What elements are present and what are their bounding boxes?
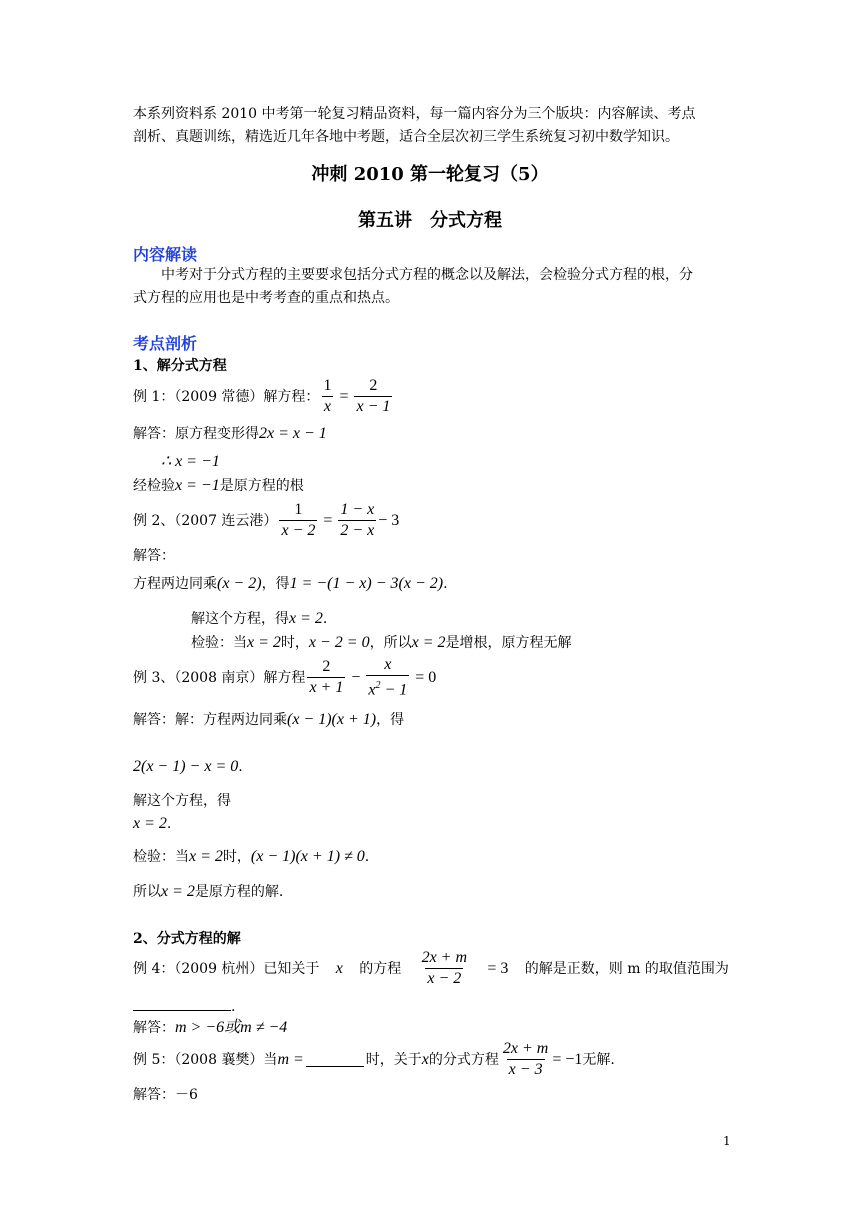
intro-line-1: 本系列资料系 2010 中考第一轮复习精品资料，每一篇内容分为三个版块：内容解读、考点 [133,106,696,122]
example-2-step-2: 解这个方程，得x = 2. [191,610,328,627]
example-3-check: 检验：当x = 2时，(x − 1)(x + 1) ≠ 0. [133,848,370,865]
example-4-blank-line: . [133,996,235,1016]
example-2-label: 例 2、（2007 连云港） [133,512,278,529]
section1-line-1: 中考对于分式方程的主要要求包括分式方程的概念以及解法，会检验分式方程的根，分 [161,267,693,283]
fraction: $\frac{1}{x - 2}$ [281,501,316,539]
example-3-conclusion: 所以x = 2是原方程的解. [133,883,284,900]
example-5-solution: 解答：－6 [133,1087,198,1103]
fraction: $\frac{1}{x}$ [323,377,332,415]
example-3-solution: 解答：解：方程两边同乘(x − 1)(x + 1)，得 [133,711,405,728]
section1-line-2: 式方程的应用也是中考考查的重点和热点。 [133,290,399,306]
section-heading-analysis: 考点剖析 [133,334,198,353]
example-3-label: 例 3、（2008 南京）解方程 [133,669,306,686]
example-3: 例 3、（2008 南京）解方程 $\frac{2}{x + 1}$ − $\frac{x}{x^2 - 1}$ = 0 [133,656,437,699]
example-3-solve-text: 解这个方程，得 [133,793,231,809]
example-2-step-1: 方程两边同乘(x − 2)，得1 = −(1 − x) − 3(x − 2). [133,575,448,592]
part1-heading: 1、解分式方程 [133,358,227,374]
sub-title: 第五讲 分式方程 [358,210,502,231]
example-4-solution: 解答：m > −6或m ≠ −4 [133,1019,288,1036]
fraction: $\frac{2x + m}{x - 2}$ [421,949,468,987]
answer-blank[interactable] [306,1052,364,1067]
fraction: $\frac{2x + m}{x - 3}$ [502,1040,549,1078]
fraction: $\frac{x}{x^2 - 1}$ [368,656,408,699]
example-1-result: ∴ x = −1 [161,453,220,470]
example-2-step-3: 检验：当x = 2时，x − 2 = 0，所以x = 2是增根，原方程无解 [191,634,572,651]
main-title: 冲刺 2010 第一轮复习（5） [311,164,549,185]
intro-line-2: 剖析、真题训练，精选近几年各地中考题，适合全层次初三学生系统复习初中数学知识。 [133,129,679,145]
section-heading-content: 内容解读 [133,245,198,264]
page-number: 1 [723,1134,731,1148]
example-3-solve-result: x = 2. [133,815,172,832]
answer-blank[interactable] [133,996,231,1011]
example-2: 例 2、（2007 连云港） $\frac{1}{x - 2}$ = $\frac{1 - x}{2 - x}$ − 3 [133,501,400,539]
example-1-solution: 解答：原方程变形得2x = x − 1 [133,425,327,442]
example-4: 例 4：（2009 杭州）已知关于 x 的方程 $\frac{2x + m}{x - 2}$ = 3 的解是正数，则 m 的取值范围为 [133,949,729,987]
example-3-equation: 2(x − 1) − x = 0. [133,758,243,775]
part2-heading: 2、分式方程的解 [133,931,241,947]
fraction: $\frac{2}{x + 1}$ [309,658,344,697]
example-1-label: 例 1：（2009 常德）解方程： [133,388,320,405]
example-1-check: 经检验x = −1是原方程的根 [133,477,304,494]
example-2-solution-label: 解答： [133,548,175,564]
fraction: $\frac{1 - x}{2 - x}$ [340,501,375,539]
fraction: $\frac{2}{x - 1}$ [356,377,391,415]
example-5: 例 5：（2008 襄樊）当 m = 时，关于 x 的分式方程 $\frac{2x + m}{x - 3}$ = −1 无解. [133,1040,615,1078]
example-1: 例 1：（2009 常德）解方程： $\frac{1}{x}$ = $\frac{2}{x - 1}$ [133,377,391,415]
